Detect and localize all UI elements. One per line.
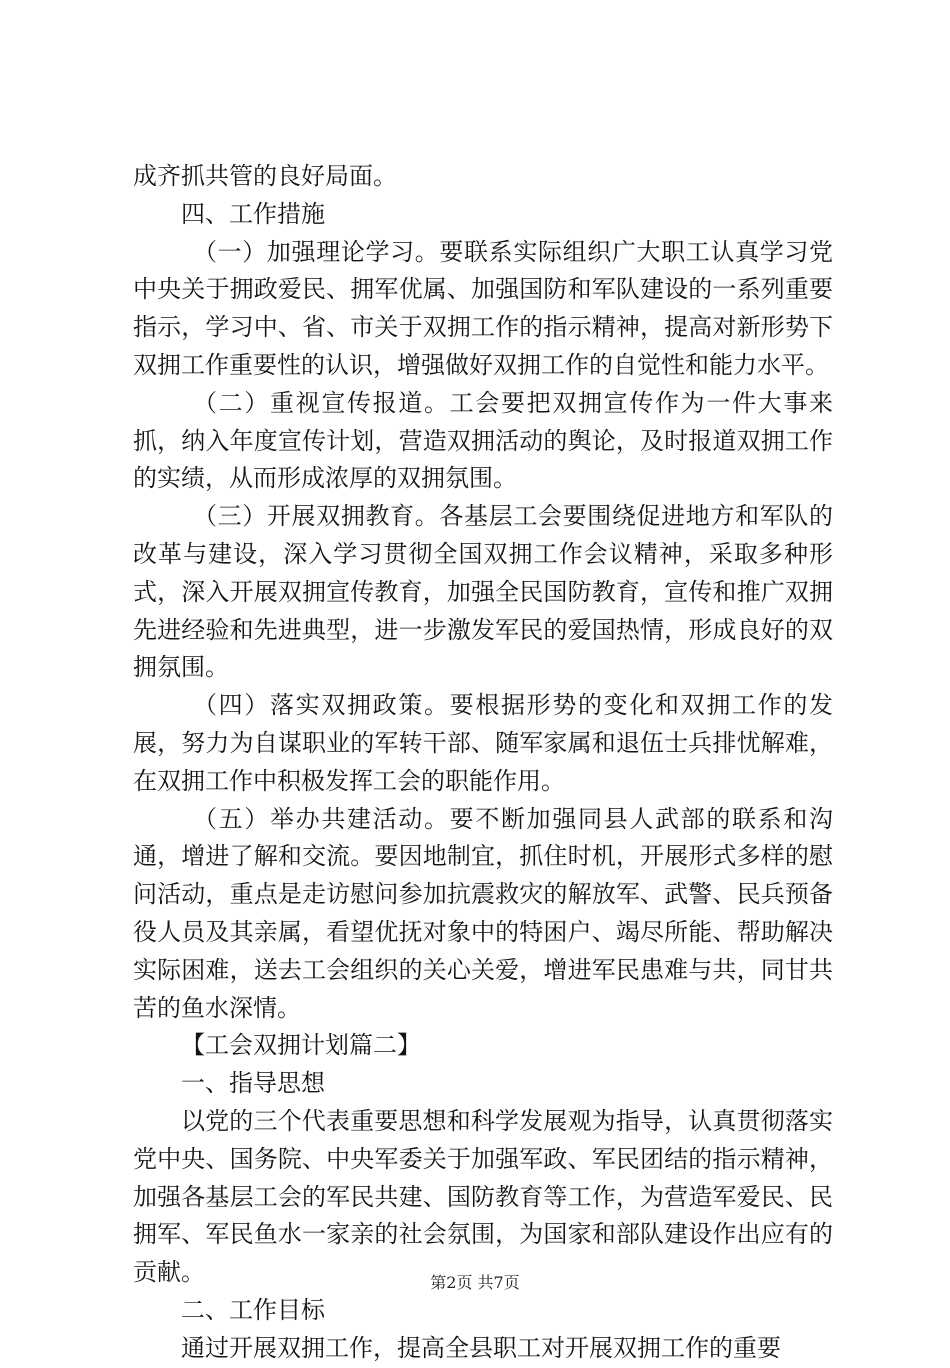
- section-heading-measures: 四、工作措施: [181, 199, 325, 228]
- page-number: 第2页 共7页: [430, 1273, 520, 1292]
- document-body: [133, 158, 833, 1368]
- paragraph-measure-2: （二）重视宣传报道。工会要把双拥宣传作为一件大事来抓，纳入年度宣传计划，营造双拥活动的舆论，及时报道双拥工作的实绩，从而形成浓厚的双拥氛围。: [133, 388, 833, 493]
- paragraph-measure-3: （三）开展双拥教育。各基层工会要围绕促进地方和军队的改革与建设，深入学习贯彻全国双拥工作会议精神，采取多种形式，深入开展双拥宣传教育，加强全民国防教育，宣传和推广双拥先进经验和先进典型，进一步激发军民的爱国热情，形成良好的双拥氛围。: [133, 502, 833, 682]
- chapter-title-part-two: 【工会双拥计划篇二】: [181, 1031, 421, 1060]
- paragraph-measure-4: （四）落实双拥政策。要根据形势的变化和双拥工作的发展，努力为自谋职业的军转干部、随军家属和退伍士兵排忧解难，在双拥工作中积极发挥工会的职能作用。: [133, 691, 833, 795]
- section-heading-goals: 二、工作目标: [181, 1295, 325, 1324]
- paragraph-measure-5: （五）举办共建活动。要不断加强同县人武部的联系和沟通，增进了解和交流。要因地制宜，抓住时机，开展形式多样的慰问活动，重点是走访慰问参加抗震救灾的解放军、武警、民兵预备役人员及其亲属，看望优抚对象中的特困户、竭尽所能、帮助解决实际困难，送去工会组织的关心关爱，增进军民患难与共，同甘共苦的鱼水深情。: [133, 804, 833, 1022]
- paragraph-guiding-thought: 以党的三个代表重要思想和科学发展观为指导，认真贯彻落实党中央、国务院、中央军委关于加强军政、军民团结的指示精神，加强各基层工会的军民共建、国防教育等工作，为营造军爱民、民拥军、军民鱼水一家亲的社会氛围，为国家和部队建设作出应有的贡献。: [133, 1106, 833, 1287]
- paragraph-goals: 通过开展双拥工作，提高全县职工对开展双拥工作的重要: [181, 1333, 781, 1362]
- paragraph-continuation: 成齐抓共管的良好局面。: [133, 162, 397, 190]
- section-heading-guiding-thought: 一、指导思想: [181, 1069, 325, 1098]
- paragraph-measure-1: （一）加强理论学习。要联系实际组织广大职工认真学习党中央关于拥政爱民、拥军优属、加强国防和军队建设的一系列重要指示，学习中、省、市关于双拥工作的指示精神，提高对新形势下双拥工作重要性的认识，增强做好双拥工作的自觉性和能力水平。: [133, 237, 833, 379]
